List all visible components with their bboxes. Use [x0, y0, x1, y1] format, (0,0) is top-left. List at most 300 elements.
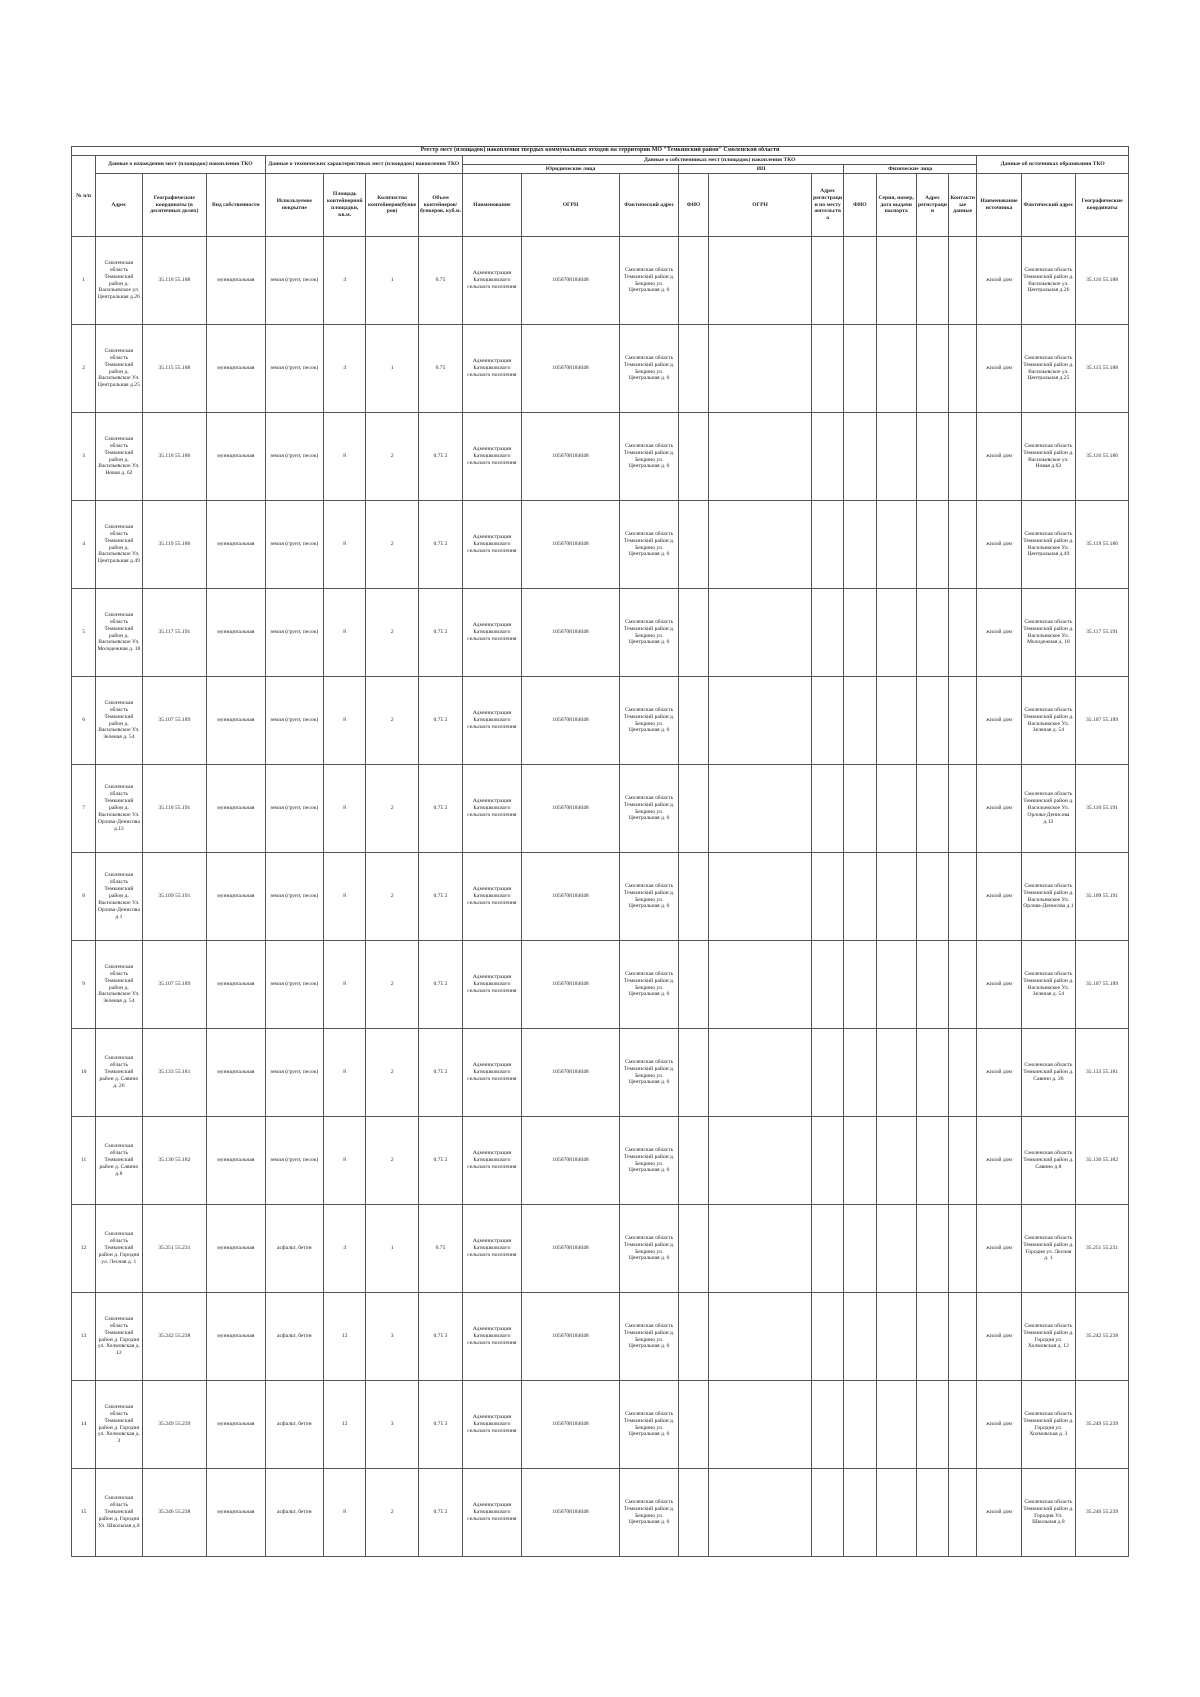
cell-volume: 0.75 2 — [418, 589, 462, 677]
cell-ph-contact — [949, 941, 977, 1029]
cell-le-ogrn: 1056708184048 — [521, 413, 620, 501]
cell-ip-addr — [811, 765, 843, 853]
cell-le-name: Администрация Батюшковского сельского поселения — [463, 1293, 521, 1381]
cell-ownership: муниципальная — [207, 1205, 265, 1293]
cell-le-addr: Смоленская область Темкинский район д. Бекрино ул. Центральная д. 6 — [620, 1469, 678, 1557]
cell-le-addr: Смоленская область Темкинский район д. Бекрино ул. Центральная д. 6 — [620, 677, 678, 765]
cell-ph-contact — [949, 677, 977, 765]
cell-ownership: муниципальная — [207, 853, 265, 941]
cell-ip-fio — [678, 765, 708, 853]
cell-ph-contact — [949, 237, 977, 325]
cell-ip-addr — [811, 941, 843, 1029]
cell-coords: 35.242 55.238 — [142, 1293, 207, 1381]
cell-volume: 0.75 2 — [418, 941, 462, 1029]
cell-ph-addr — [916, 677, 948, 765]
cell-src-coords: 35.107 55.189 — [1076, 941, 1129, 1029]
cell-ip-fio — [678, 325, 708, 413]
cell-le-addr: Смоленская область Темкинский район д. Бекрино ул. Центральная д. 6 — [620, 1205, 678, 1293]
cell-address: Смоленская область Темкинский район д. Васильевское Ул. Зеленая д. 54 — [96, 941, 142, 1029]
cell-ip-addr — [811, 1117, 843, 1205]
cell-num: 1 — [72, 237, 96, 325]
cell-ph-passport — [876, 677, 916, 765]
cell-src-coords: 35.117 55.191 — [1076, 589, 1129, 677]
cell-surface: асфальт, бетон — [265, 1381, 323, 1469]
col-le-ogrn: ОГРН — [521, 174, 620, 237]
cell-ph-contact — [949, 1029, 977, 1117]
cell-le-name: Администрация Батюшковского сельского поселения — [463, 501, 521, 589]
cell-ip-addr — [811, 677, 843, 765]
cell-count: 2 — [366, 501, 418, 589]
cell-src-name: жилой дом — [977, 589, 1021, 677]
table-row — [72, 501, 1129, 589]
cell-le-addr: Смоленская область Темкинский район д. Бекрино ул. Центральная д. 6 — [620, 941, 678, 1029]
cell-src-coords: 35.249 55.239 — [1076, 1381, 1129, 1469]
cell-count: 2 — [366, 1029, 418, 1117]
table-row — [72, 237, 1129, 325]
cell-ownership: муниципальная — [207, 765, 265, 853]
cell-area: 8 — [324, 1029, 366, 1117]
cell-ownership: муниципальная — [207, 1293, 265, 1381]
cell-num: 8 — [72, 853, 96, 941]
cell-address: Смоленская область Темкинский район д. Васильевское Ул. Зеленая д. 54 — [96, 677, 142, 765]
cell-ph-fio — [844, 413, 876, 501]
cell-ph-addr — [916, 1381, 948, 1469]
cell-count: 2 — [366, 853, 418, 941]
cell-surface: асфальт, бетон — [265, 1293, 323, 1381]
cell-ph-contact — [949, 1205, 977, 1293]
cell-ph-addr — [916, 1117, 948, 1205]
cell-volume: 0.75 3 — [418, 1293, 462, 1381]
cell-ph-addr — [916, 589, 948, 677]
cell-ip-ogrn — [709, 501, 812, 589]
cell-ph-addr — [916, 853, 948, 941]
cell-le-name: Администрация Батюшковского сельского поселения — [463, 677, 521, 765]
cell-src-coords: 35.251 55.231 — [1076, 1205, 1129, 1293]
cell-src-addr: Смоленская область Темкинский район д. Савино д. 26 — [1021, 1029, 1075, 1117]
cell-ip-fio — [678, 1117, 708, 1205]
cell-coords: 35.119 55.186 — [142, 501, 207, 589]
cell-ph-addr — [916, 325, 948, 413]
cell-area: 4 — [324, 1205, 366, 1293]
cell-le-name: Администрация Батюшковского сельского поселения — [463, 1117, 521, 1205]
cell-ip-ogrn — [709, 1205, 812, 1293]
cell-address: Смоленская область Темкинский район д. Городня Ул. Школьная д.8 — [96, 1469, 142, 1557]
cell-count: 3 — [366, 1293, 418, 1381]
cell-le-addr: Смоленская область Темкинский район д. Бекрино ул. Центральная д. 6 — [620, 413, 678, 501]
cell-ph-contact — [949, 413, 977, 501]
cell-src-addr: Смоленская область Темкинский район д. Васильевское Ул. Молодежная д. 18 — [1021, 589, 1075, 677]
cell-ownership: муниципальная — [207, 1381, 265, 1469]
table-row — [72, 765, 1129, 853]
cell-coords: 35.249 55.239 — [142, 1381, 207, 1469]
cell-volume: 0.75 2 — [418, 677, 462, 765]
cell-address: Смоленская область Темкинский район д. Васильевское Ул. Новая д. 62 — [96, 413, 142, 501]
table-row — [72, 1381, 1129, 1469]
cell-num: 15 — [72, 1469, 96, 1557]
cell-src-addr: Смоленская область Темкинский район д. Васильевское Ул. Зеленая д. 54 — [1021, 941, 1075, 1029]
cell-volume: 0.75 — [418, 237, 462, 325]
subgroup-ip: ИП — [678, 165, 843, 174]
cell-src-name: жилой дом — [977, 413, 1021, 501]
registry-table — [71, 146, 1129, 1557]
cell-ph-contact — [949, 1469, 977, 1557]
cell-le-ogrn: 1056708184048 — [521, 1205, 620, 1293]
cell-src-name: жилой дом — [977, 941, 1021, 1029]
cell-src-addr: Смоленская область Темкинский район д. Васильевское ул. Новая д.62 — [1021, 413, 1075, 501]
col-le-addr: Фактический адрес — [620, 174, 678, 237]
cell-area: 8 — [324, 1469, 366, 1557]
group-sources: Данные об источниках образования ТКО — [977, 156, 1129, 174]
table-row — [72, 1293, 1129, 1381]
cell-ip-fio — [678, 677, 708, 765]
cell-count: 1 — [366, 237, 418, 325]
cell-ph-addr — [916, 501, 948, 589]
cell-ph-passport — [876, 1029, 916, 1117]
cell-ownership: муниципальная — [207, 1117, 265, 1205]
cell-ph-passport — [876, 1205, 916, 1293]
cell-le-ogrn: 1056708184048 — [521, 1469, 620, 1557]
cell-ownership: муниципальная — [207, 1029, 265, 1117]
table-row — [72, 677, 1129, 765]
cell-count: 2 — [366, 1117, 418, 1205]
cell-le-ogrn: 1056708184048 — [521, 237, 620, 325]
cell-address: Смоленская область Темкинский район д. Васильевское Ул. Центральная д.49 — [96, 501, 142, 589]
cell-ip-ogrn — [709, 853, 812, 941]
table-row — [72, 1117, 1129, 1205]
cell-ip-fio — [678, 589, 708, 677]
cell-ph-passport — [876, 501, 916, 589]
cell-ip-fio — [678, 1469, 708, 1557]
cell-ip-ogrn — [709, 1293, 812, 1381]
col-src-coords: Географические координаты — [1076, 174, 1129, 237]
cell-ip-ogrn — [709, 325, 812, 413]
cell-le-ogrn: 1056708184048 — [521, 589, 620, 677]
cell-ph-passport — [876, 237, 916, 325]
cell-ph-contact — [949, 1117, 977, 1205]
subgroup-physical: Физические лица — [844, 165, 977, 174]
cell-ip-ogrn — [709, 677, 812, 765]
cell-le-ogrn: 1056708184048 — [521, 1381, 620, 1469]
cell-src-addr: Смоленская область Темкинский район д. Савино д.8 — [1021, 1117, 1075, 1205]
cell-ph-contact — [949, 589, 977, 677]
cell-src-coords: 35.130 55.182 — [1076, 1117, 1129, 1205]
cell-src-name: жилой дом — [977, 677, 1021, 765]
table-row — [72, 1029, 1129, 1117]
cell-ph-fio — [844, 677, 876, 765]
cell-le-name: Администрация Батюшковского сельского поселения — [463, 413, 521, 501]
cell-src-name: жилой дом — [977, 853, 1021, 941]
cell-ph-fio — [844, 1469, 876, 1557]
col-num: № п/п — [72, 156, 96, 237]
cell-le-addr: Смоленская область Темкинский район д. Бекрино ул. Центральная д. 6 — [620, 237, 678, 325]
cell-count: 3 — [366, 1381, 418, 1469]
cell-ip-addr — [811, 1205, 843, 1293]
cell-num: 9 — [72, 941, 96, 1029]
cell-ph-contact — [949, 501, 977, 589]
cell-ownership: муниципальная — [207, 677, 265, 765]
cell-src-coords: 35.116 55.186 — [1076, 413, 1129, 501]
cell-surface: асфальт, бетон — [265, 1205, 323, 1293]
cell-le-addr: Смоленская область Темкинский район д. Бекрино ул. Центральная д. 6 — [620, 1029, 678, 1117]
cell-le-addr: Смоленская область Темкинский район д. Бекрино ул. Центральная д. 6 — [620, 325, 678, 413]
cell-coords: 35.115 55.188 — [142, 325, 207, 413]
cell-volume: 0.75 2 — [418, 1117, 462, 1205]
cell-num: 10 — [72, 1029, 96, 1117]
cell-num: 2 — [72, 325, 96, 413]
cell-src-name: жилой дом — [977, 1293, 1021, 1381]
cell-src-addr: Смоленская область Темкинский район д. Васильевское Ул. Зеленая д. 54 — [1021, 677, 1075, 765]
cell-address: Смоленская область Темкинский район д. Васильевское ул. Центральная д.26 — [96, 237, 142, 325]
col-ph-passport: Серия, номер, дата выдачи паспорта — [876, 174, 916, 237]
cell-src-coords: 35.133 55.181 — [1076, 1029, 1129, 1117]
cell-src-name: жилой дом — [977, 1117, 1021, 1205]
cell-ph-addr — [916, 1029, 948, 1117]
cell-volume: 0.75 2 — [418, 501, 462, 589]
cell-le-addr: Смоленская область Темкинский район д. Бекрино ул. Центральная д. 6 — [620, 1381, 678, 1469]
cell-ip-addr — [811, 501, 843, 589]
cell-ph-contact — [949, 853, 977, 941]
cell-coords: 35.110 55.191 — [142, 765, 207, 853]
cell-surface: земля (грунт, песок) — [265, 1029, 323, 1117]
cell-le-name: Администрация Батюшковского сельского поселения — [463, 853, 521, 941]
cell-le-addr: Смоленская область Темкинский район д. Бекрино ул. Центральная д. 6 — [620, 589, 678, 677]
cell-ph-fio — [844, 1205, 876, 1293]
cell-ip-fio — [678, 501, 708, 589]
cell-volume: 0.75 2 — [418, 1029, 462, 1117]
cell-address: Смоленская область Темкинский район д. Васильевское Ул. Орлова-Денисова д.12 — [96, 765, 142, 853]
cell-coords: 35.109 55.191 — [142, 853, 207, 941]
col-le-name: Наименование — [463, 174, 521, 237]
cell-src-addr: Смоленская область Темкинский район д. Васильевское Ул. Центральная д.49 — [1021, 501, 1075, 589]
cell-ph-passport — [876, 941, 916, 1029]
cell-coords: 35.251 55.231 — [142, 1205, 207, 1293]
cell-ph-passport — [876, 1293, 916, 1381]
cell-ph-fio — [844, 1293, 876, 1381]
cell-count: 2 — [366, 677, 418, 765]
col-count: Количество контейнеров(бункеров) — [366, 174, 418, 237]
cell-src-coords: 35.119 55.186 — [1076, 501, 1129, 589]
cell-area: 8 — [324, 501, 366, 589]
cell-count: 2 — [366, 765, 418, 853]
cell-ip-fio — [678, 1293, 708, 1381]
cell-le-name: Администрация Батюшковского сельского поселения — [463, 765, 521, 853]
cell-src-addr: Смоленская область Темкинский район д. Васильевское ул. Центральная д.25 — [1021, 325, 1075, 413]
cell-num: 14 — [72, 1381, 96, 1469]
cell-ph-fio — [844, 589, 876, 677]
cell-ph-fio — [844, 325, 876, 413]
cell-ph-fio — [844, 237, 876, 325]
cell-ip-fio — [678, 237, 708, 325]
cell-volume: 0.75 3 — [418, 1381, 462, 1469]
cell-coords: 35.130 55.182 — [142, 1117, 207, 1205]
cell-surface: земля (грунт, песок) — [265, 237, 323, 325]
cell-le-ogrn: 1056708184048 — [521, 941, 620, 1029]
cell-ph-fio — [844, 1117, 876, 1205]
cell-count: 2 — [366, 941, 418, 1029]
col-surface: Используемое покрытие — [265, 174, 323, 237]
cell-ip-addr — [811, 1381, 843, 1469]
cell-le-ogrn: 1056708184048 — [521, 1117, 620, 1205]
table-row — [72, 941, 1129, 1029]
cell-ip-fio — [678, 941, 708, 1029]
cell-le-ogrn: 1056708184048 — [521, 501, 620, 589]
cell-src-name: жилой дом — [977, 237, 1021, 325]
cell-ip-fio — [678, 853, 708, 941]
cell-ph-fio — [844, 853, 876, 941]
cell-ownership: муниципальная — [207, 501, 265, 589]
col-ph-addr: Адрес регистрации — [916, 174, 948, 237]
cell-ph-fio — [844, 501, 876, 589]
cell-src-coords: 35.110 55.191 — [1076, 765, 1129, 853]
cell-src-coords: 35.246 55.239 — [1076, 1469, 1129, 1557]
cell-volume: 0.75 — [418, 1205, 462, 1293]
cell-surface: земля (грунт, песок) — [265, 589, 323, 677]
cell-volume: 0.75 2 — [418, 853, 462, 941]
cell-num: 3 — [72, 413, 96, 501]
cell-ip-addr — [811, 589, 843, 677]
cell-surface: земля (грунт, песок) — [265, 1117, 323, 1205]
cell-ownership: муниципальная — [207, 941, 265, 1029]
cell-ip-ogrn — [709, 413, 812, 501]
cell-surface: земля (грунт, песок) — [265, 413, 323, 501]
cell-le-ogrn: 1056708184048 — [521, 1293, 620, 1381]
col-coords: Географические координаты (в десятичных долях) — [142, 174, 207, 237]
cell-count: 2 — [366, 589, 418, 677]
group-tech: Данные о технических характеристиках мест (площадок) накопления ТКО — [265, 156, 463, 174]
cell-ph-passport — [876, 1381, 916, 1469]
cell-coords: 35.107 55.189 — [142, 677, 207, 765]
cell-ip-ogrn — [709, 765, 812, 853]
cell-address: Смоленская область Темкинский район д. Городня ул. Холмовская д. 3 — [96, 1381, 142, 1469]
cell-ph-fio — [844, 941, 876, 1029]
cell-coords: 35.246 55.238 — [142, 1469, 207, 1557]
cell-num: 7 — [72, 765, 96, 853]
cell-num: 11 — [72, 1117, 96, 1205]
cell-coords: 35.133 55.181 — [142, 1029, 207, 1117]
cell-src-name: жилой дом — [977, 1205, 1021, 1293]
cell-area: 8 — [324, 853, 366, 941]
cell-src-addr: Смоленская область Темкинский район д. Городня ул. Холмовская д. 3 — [1021, 1381, 1075, 1469]
cell-src-coords: 35.115 55.188 — [1076, 325, 1129, 413]
cell-area: 8 — [324, 941, 366, 1029]
cell-area: 8 — [324, 1117, 366, 1205]
cell-area: 8 — [324, 765, 366, 853]
cell-ph-contact — [949, 1381, 977, 1469]
cell-ip-addr — [811, 413, 843, 501]
cell-src-name: жилой дом — [977, 1029, 1021, 1117]
cell-area: 12 — [324, 1293, 366, 1381]
cell-ip-addr — [811, 1029, 843, 1117]
cell-src-addr: Смоленская область Темкинский район д. Городня ул. Лесная д. 1 — [1021, 1205, 1075, 1293]
cell-src-addr: Смоленская область Темкинский район д. Городня ул. Холмовская д. 12 — [1021, 1293, 1075, 1381]
cell-count: 1 — [366, 325, 418, 413]
cell-le-addr: Смоленская область Темкинский район д. Бекрино ул. Центральная д. 6 — [620, 853, 678, 941]
cell-le-ogrn: 1056708184048 — [521, 853, 620, 941]
cell-ph-passport — [876, 413, 916, 501]
cell-le-addr: Смоленская область Темкинский район д. Бекрино ул. Центральная д. 6 — [620, 1293, 678, 1381]
cell-le-name: Администрация Батюшковского сельского поселения — [463, 1469, 521, 1557]
cell-ip-addr — [811, 237, 843, 325]
cell-num: 6 — [72, 677, 96, 765]
cell-num: 4 — [72, 501, 96, 589]
col-ip-ogrn: ОГРН — [709, 174, 812, 237]
cell-ip-fio — [678, 1205, 708, 1293]
cell-le-name: Администрация Батюшковского сельского поселения — [463, 325, 521, 413]
cell-le-addr: Смоленская область Темкинский район д. Бекрино ул. Центральная д. 6 — [620, 1117, 678, 1205]
cell-surface: асфальт, бетон — [265, 1469, 323, 1557]
table-row — [72, 853, 1129, 941]
cell-volume: 0.75 — [418, 325, 462, 413]
cell-address: Смоленская область Темкинский район д. Васильевское Ул. Центральная д.25 — [96, 325, 142, 413]
cell-area: 8 — [324, 677, 366, 765]
cell-ownership: муниципальная — [207, 1469, 265, 1557]
cell-ip-ogrn — [709, 1029, 812, 1117]
cell-ph-passport — [876, 589, 916, 677]
cell-src-name: жилой дом — [977, 1381, 1021, 1469]
cell-ip-fio — [678, 413, 708, 501]
cell-src-addr: Смоленская область Темкинский район д. Васильевское ул. Центральная д.26 — [1021, 237, 1075, 325]
cell-le-name: Администрация Батюшковского сельского поселения — [463, 589, 521, 677]
cell-le-name: Администрация Батюшковского сельского поселения — [463, 1205, 521, 1293]
cell-num: 13 — [72, 1293, 96, 1381]
cell-address: Смоленская область Темкинский район д. Савино д.8 — [96, 1117, 142, 1205]
cell-volume: 0.75 2 — [418, 413, 462, 501]
cell-ph-passport — [876, 1117, 916, 1205]
cell-ph-fio — [844, 765, 876, 853]
cell-ph-contact — [949, 325, 977, 413]
table-row — [72, 1469, 1129, 1557]
table-row — [72, 413, 1129, 501]
cell-area: 8 — [324, 589, 366, 677]
cell-address: Смоленская область Темкинский район д. Городня ул. Лесная д. 1 — [96, 1205, 142, 1293]
cell-src-coords: 35.242 55.238 — [1076, 1293, 1129, 1381]
table-row — [72, 1205, 1129, 1293]
cell-src-addr: Смоленская область Темкинский район д. Васильевское Ул. Орлова-Денисова д.1 — [1021, 853, 1075, 941]
cell-address: Смоленская область Темкинский район д. Савино д. 26 — [96, 1029, 142, 1117]
cell-surface: земля (грунт, песок) — [265, 941, 323, 1029]
cell-area: 4 — [324, 325, 366, 413]
cell-coords: 35.117 55.191 — [142, 589, 207, 677]
cell-le-addr: Смоленская область Темкинский район д. Бекрино ул. Центральная д. 6 — [620, 501, 678, 589]
cell-ph-fio — [844, 1381, 876, 1469]
cell-le-ogrn: 1056708184048 — [521, 765, 620, 853]
cell-ownership: муниципальная — [207, 325, 265, 413]
col-ip-fio: ФИО — [678, 174, 708, 237]
col-src-addr: Фактический адрес — [1021, 174, 1075, 237]
cell-area: 8 — [324, 413, 366, 501]
cell-ip-addr — [811, 853, 843, 941]
cell-coords: 35.116 55.186 — [142, 413, 207, 501]
cell-src-coords: 35.116 55.188 — [1076, 237, 1129, 325]
cell-ip-addr — [811, 1469, 843, 1557]
cell-area: 4 — [324, 237, 366, 325]
col-address: Адрес — [96, 174, 142, 237]
cell-ip-ogrn — [709, 1469, 812, 1557]
cell-ip-addr — [811, 325, 843, 413]
table-body — [72, 237, 1129, 1557]
cell-src-addr: Смоленская область Темкинский район д. Васильевское Ул. Орлова-Денисова д.12 — [1021, 765, 1075, 853]
cell-ip-ogrn — [709, 941, 812, 1029]
cell-ph-addr — [916, 1469, 948, 1557]
cell-le-name: Администрация Батюшковского сельского поселения — [463, 941, 521, 1029]
cell-area: 12 — [324, 1381, 366, 1469]
cell-le-ogrn: 1056708184048 — [521, 677, 620, 765]
cell-coords: 35.107 55.189 — [142, 941, 207, 1029]
cell-ip-ogrn — [709, 589, 812, 677]
cell-ph-fio — [844, 1029, 876, 1117]
cell-src-name: жилой дом — [977, 1469, 1021, 1557]
cell-count: 1 — [366, 1205, 418, 1293]
